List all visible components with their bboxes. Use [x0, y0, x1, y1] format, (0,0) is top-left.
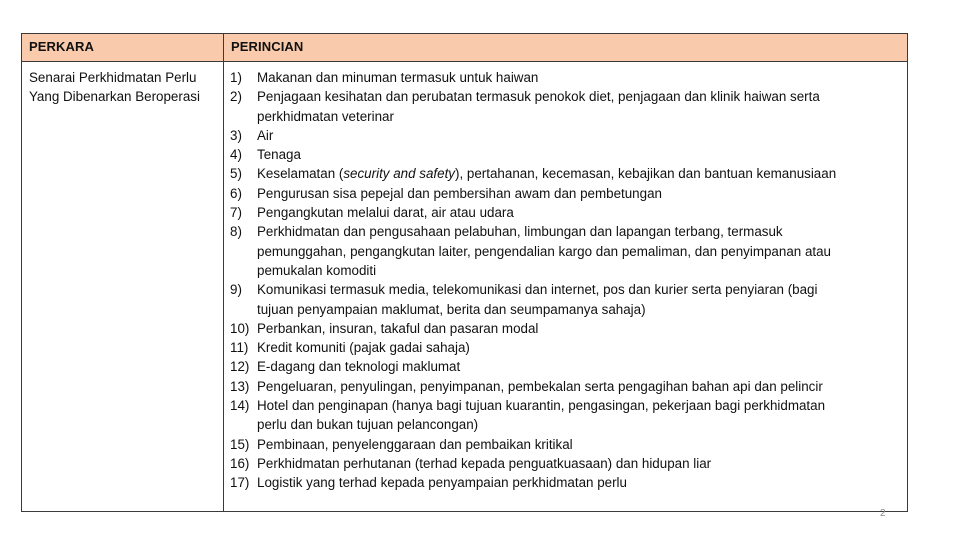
- header-perkara: PERKARA: [29, 39, 94, 54]
- list-item-number: 1): [230, 70, 242, 85]
- list-item-number: 15): [230, 436, 250, 452]
- list-item-number: 13): [230, 378, 250, 394]
- list-item-text: Pengangkutan melalui darat, air atau udara: [257, 205, 514, 221]
- list-item-text: Penjagaan kesihatan dan perubatan termasuk penokok diet, penjagaan dan klinik haiwan serta: [257, 89, 820, 105]
- list-item-text: E-dagang dan teknologi maklumat: [257, 359, 461, 375]
- list-item: [230, 280, 900, 319]
- list-item-text: Logistik yang terhad kepada penyampaian perkhidmatan perlu: [257, 475, 627, 491]
- list-item-text: Perkhidmatan perhutanan (terhad kepada penguatkuasaan) dan hidupan liar: [257, 455, 712, 471]
- list-item-number: 8): [230, 224, 242, 240]
- list-item: [230, 377, 900, 396]
- list-item-text: Pengurusan sisa pepejal dan pembersihan awam dan pembetungan: [257, 185, 662, 201]
- list-item-number: 5): [230, 166, 242, 182]
- list-item-text: Perkhidmatan dan pengusahaan pelabuhan, limbungan dan lapangan terbang, termasuk: [257, 224, 783, 240]
- list-item-text: pemunggahan, pengangkutan laiter, pengendalian kargo dan pemaliman, dan penyimpanan atau: [257, 243, 832, 259]
- list-item-text: Air: [257, 127, 274, 143]
- list-item: [230, 396, 900, 435]
- perkara-line: Yang Dibenarkan Beroperasi: [29, 89, 200, 104]
- list-item-text: Hotel dan penginapan (hanya bagi tujuan kuarantin, pengasingan, pekerjaan bagi perkhidmatan: [257, 398, 826, 414]
- list-item-number: 14): [230, 398, 250, 414]
- list-item-number: 11): [230, 340, 249, 356]
- list-item-text: Kredit komuniti (pajak gadai sahaja): [257, 340, 470, 356]
- list-item: [230, 357, 900, 376]
- list-item-number: 12): [230, 359, 250, 375]
- header-perincian: PERINCIAN: [231, 39, 304, 54]
- services-table: [21, 33, 908, 512]
- list-item: [230, 473, 900, 492]
- list-item: [230, 68, 900, 87]
- list-item-number: 6): [230, 185, 242, 201]
- list-item: [230, 164, 900, 183]
- list-item-number: 9): [230, 282, 242, 298]
- list-item-text-part: ), pertahanan, kecemasan, kebajikan dan bantuan kemanusiaan: [455, 166, 837, 182]
- list-item-text: Perbankan, insuran, takaful dan pasaran modal: [257, 320, 539, 336]
- table-header-row: [22, 34, 907, 62]
- perincian-list: [230, 68, 900, 493]
- column-divider: [223, 34, 224, 511]
- list-item-number: 3): [230, 127, 242, 143]
- list-item: [230, 145, 900, 164]
- list-item-number: 4): [230, 147, 242, 163]
- list-item-text: perlu dan bukan tujuan pelancongan): [257, 417, 479, 433]
- list-item: [230, 87, 900, 126]
- list-item-text: perkhidmatan veterinar: [257, 108, 394, 124]
- page-number: 2: [880, 508, 886, 519]
- list-item: [230, 184, 900, 203]
- list-item-text: Makanan dan minuman termasuk untuk haiwan: [257, 70, 539, 85]
- list-item-number: 2): [230, 89, 242, 105]
- list-item-text: tujuan penyampaian maklumat, berita dan seumpamanya sahaja): [257, 301, 646, 317]
- list-item: [230, 222, 900, 280]
- list-item-text: Pengeluaran, penyulingan, penyimpanan, pembekalan serta pengagihan bahan api dan pelincir: [257, 378, 823, 394]
- list-item: [230, 435, 900, 454]
- list-item-text: Tenaga: [257, 147, 301, 163]
- list-item: [230, 126, 900, 145]
- list-item-number: 10): [230, 320, 250, 336]
- list-item-emphasis: security and safety: [343, 166, 455, 182]
- list-item: [230, 454, 900, 473]
- list-item: [230, 319, 900, 338]
- list-item-text: pemukalan komoditi: [257, 262, 377, 278]
- list-item-text: [257, 164, 900, 183]
- list-item-number: 16): [230, 455, 250, 471]
- list-item-text: Komunikasi termasuk media, telekomunikasi dan internet, pos dan kurier serta penyiaran (bagi: [257, 282, 818, 298]
- list-item-text-part: Keselamatan (: [257, 166, 344, 182]
- list-item-text: Pembinaan, penyelenggaraan dan pembaikan kritikal: [257, 436, 573, 452]
- perkara-cell: [29, 68, 219, 106]
- list-item-number: 17): [230, 475, 250, 491]
- list-item-number: 7): [230, 205, 242, 221]
- list-item: [230, 203, 900, 222]
- perkara-line: Senarai Perkhidmatan Perlu: [29, 70, 197, 85]
- list-item: [230, 338, 900, 357]
